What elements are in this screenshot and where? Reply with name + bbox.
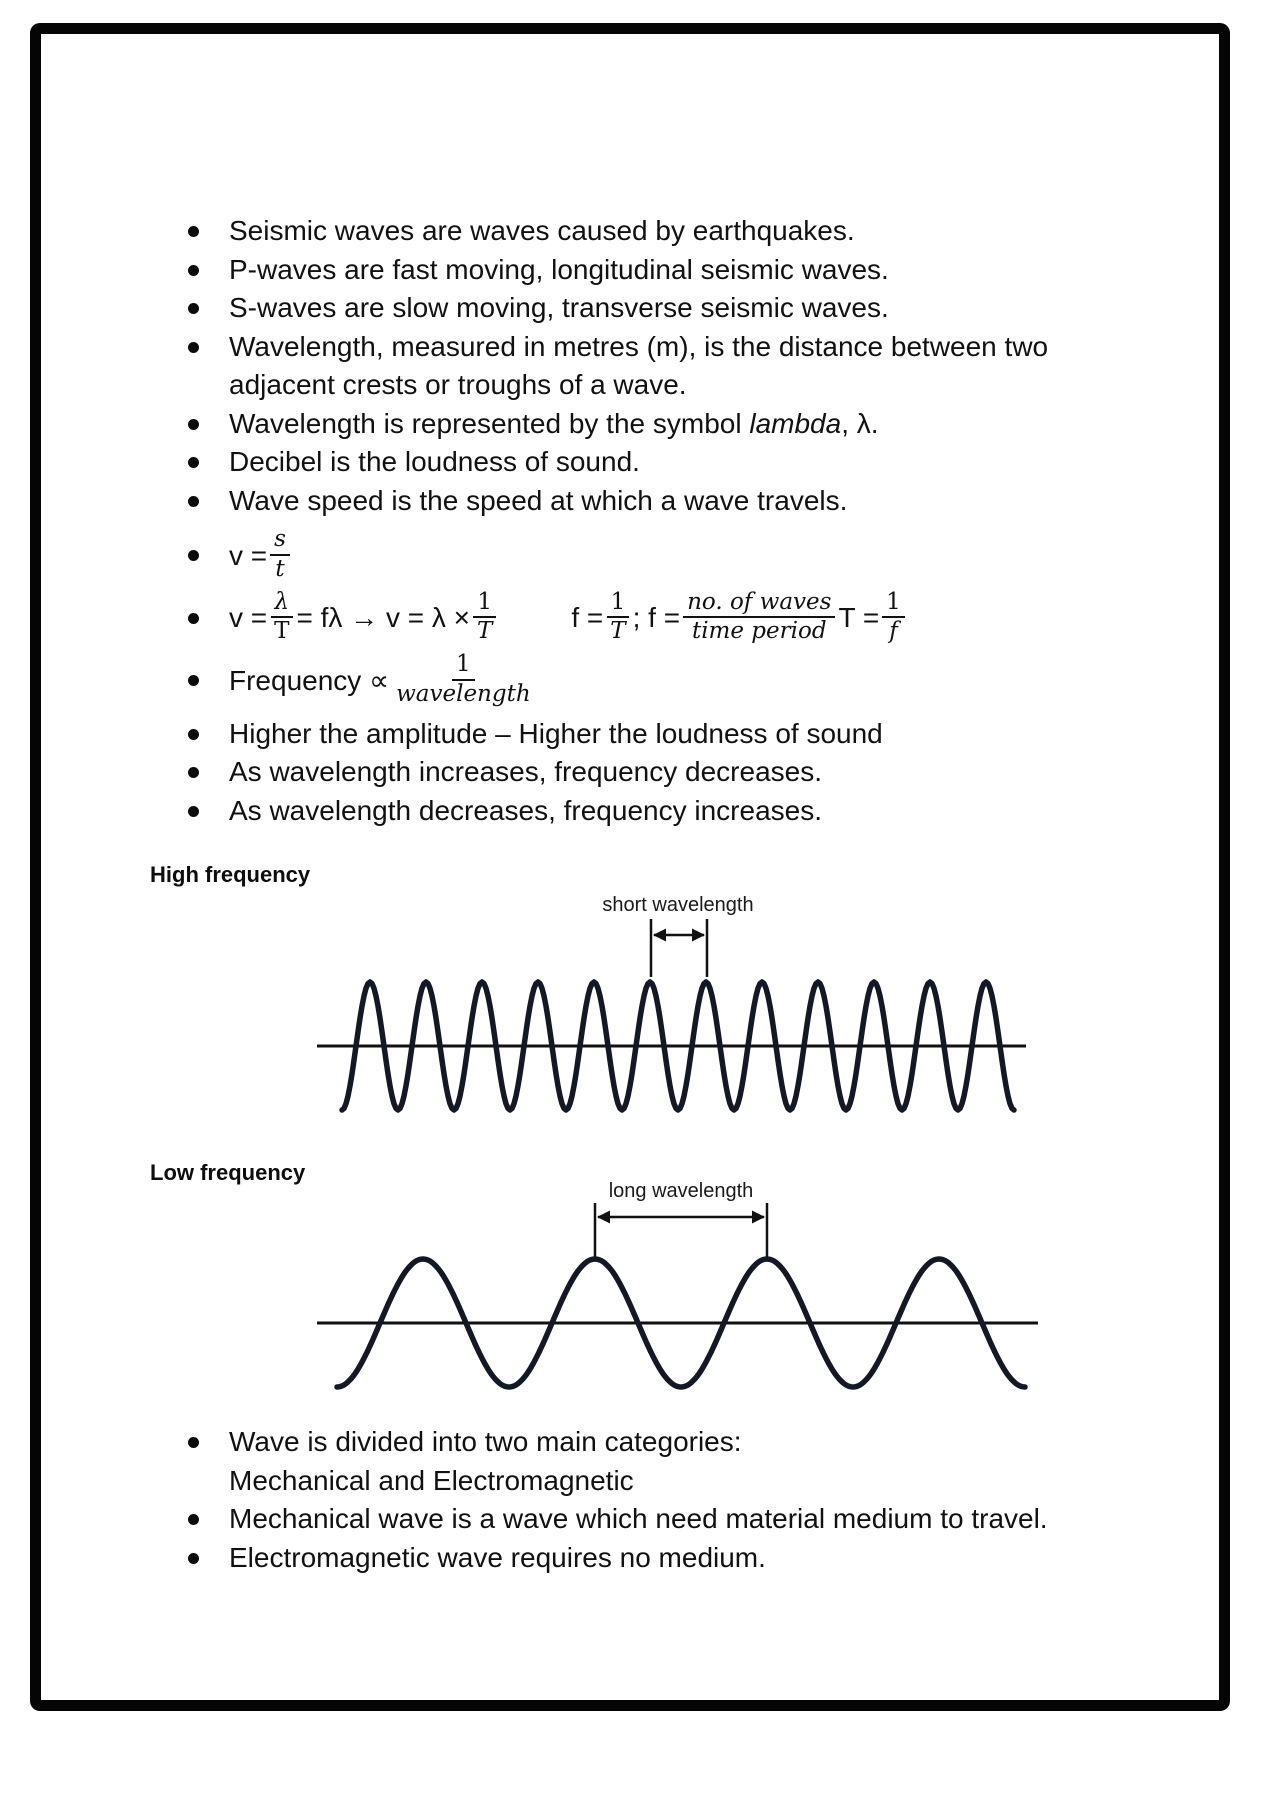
fraction <box>606 590 629 646</box>
bullet-item <box>188 793 1108 832</box>
text-segment: Wave speed is the speed at which a wave travels. <box>229 484 848 516</box>
bullet-marker <box>188 457 199 468</box>
fraction <box>473 590 496 646</box>
text-segment: v = <box>229 539 268 571</box>
fraction-denominator: wavelength <box>396 680 531 707</box>
line-content <box>229 716 883 752</box>
text-segment: As wavelength decreases, frequency increases. <box>229 794 822 826</box>
text-segment: Wave is divided into two main categories: <box>229 1426 742 1457</box>
bullet-marker <box>188 1437 199 1448</box>
text-segment: P-waves are fast moving, longitudinal seismic waves. <box>229 253 889 285</box>
bullet-marker <box>188 226 199 237</box>
line-content <box>229 290 889 326</box>
bullet-item <box>188 1424 1108 1463</box>
line-content <box>229 329 1048 365</box>
long-wavelength-annotation: long wavelength <box>608 1180 754 1202</box>
fraction <box>270 590 293 646</box>
line-content <box>229 1501 1048 1537</box>
line-content <box>229 588 908 647</box>
bullet-marker <box>188 729 199 740</box>
bullet-continuation-line <box>188 367 1108 406</box>
bullet-item <box>188 483 1108 522</box>
bullet-item <box>188 1501 1108 1540</box>
italic-text-segment: lambda <box>749 407 842 439</box>
fraction-numerator: 1 <box>882 590 905 619</box>
text-segment: As wavelength increases, frequency decreases. <box>229 756 822 787</box>
line-content <box>229 406 879 442</box>
text-segment: Seismic waves are waves caused by earthquakes. <box>229 215 855 246</box>
fraction-numerator: 1 <box>473 590 496 619</box>
fraction-denominator: t <box>275 555 285 582</box>
bullet-marker <box>188 342 199 353</box>
short-wavelength-annotation: short wavelength <box>602 894 754 916</box>
bullet-item <box>188 290 1108 329</box>
line-content <box>229 1463 634 1499</box>
bullet-marker <box>188 550 199 561</box>
bullet-marker <box>188 265 199 276</box>
bullet-item <box>188 716 1108 755</box>
bullet-marker <box>188 1553 199 1564</box>
text-segment: , λ. <box>841 407 879 439</box>
fraction-denominator: T <box>610 618 626 645</box>
bullet-marker <box>188 767 199 778</box>
line-content <box>229 252 889 288</box>
text-segment: T = <box>838 602 880 634</box>
bullet-item <box>188 1540 1108 1579</box>
text-segment: Frequency ∝ <box>229 664 390 696</box>
text-segment: Higher the amplitude – Higher the loudness of sound <box>229 717 883 749</box>
low-frequency-label: Low frequency <box>150 1160 306 1185</box>
bullet-marker <box>188 1514 199 1525</box>
fraction <box>683 590 835 646</box>
fraction <box>270 527 290 583</box>
bullet-marker <box>188 496 199 507</box>
text-segment: adjacent crests or troughs of a wave. <box>229 369 687 400</box>
bullet-item <box>188 252 1108 291</box>
bullet-item <box>188 329 1108 368</box>
bullet-continuation-line <box>188 1463 1108 1502</box>
bullet-item <box>188 406 1108 445</box>
text-segment: Mechanical wave is a wave which need material medium to travel. <box>229 1503 1048 1534</box>
bullet-marker <box>188 419 199 430</box>
fraction-denominator: T <box>274 618 290 645</box>
line-content <box>229 1424 742 1460</box>
bullet-marker <box>188 613 199 624</box>
fraction-denominator: f <box>889 618 898 645</box>
fraction <box>392 652 535 708</box>
line-content <box>229 653 538 709</box>
fraction-numerator: s <box>270 527 290 556</box>
text-segment: S-waves are slow moving, transverse seismic waves. <box>229 292 889 323</box>
text-segment: Electromagnetic wave requires no medium. <box>229 1541 766 1573</box>
high-frequency-label: High frequency <box>150 862 311 887</box>
notes-bullet-list-bottom <box>188 1424 1108 1578</box>
bullet-item <box>188 213 1108 252</box>
bullet-marker <box>188 303 199 314</box>
fraction-numerator: no. of waves <box>683 590 835 619</box>
fraction-numerator: λ <box>271 590 294 619</box>
fraction-denominator: T <box>477 618 493 645</box>
line-content <box>229 793 822 829</box>
bullet-marker <box>188 675 199 686</box>
fraction-denominator: time period <box>691 618 827 645</box>
text-segment: = fλ → v = λ × <box>296 602 470 634</box>
text-segment: Wavelength is represented by the symbol <box>229 407 750 439</box>
notes-bullet-list-top <box>188 213 1108 831</box>
spacer <box>499 618 571 619</box>
text-segment: v = <box>229 602 268 634</box>
bullet-item <box>188 588 1108 647</box>
bullet-item <box>188 444 1108 483</box>
line-content <box>229 367 687 403</box>
text-segment: f = <box>571 602 604 634</box>
text-segment: ; f = <box>632 602 681 634</box>
line-content <box>229 754 822 790</box>
bullet-marker <box>188 806 199 817</box>
fraction <box>882 590 905 646</box>
fraction-numerator: 1 <box>607 590 630 619</box>
line-content <box>229 528 293 584</box>
bullet-item <box>188 754 1108 793</box>
line-content <box>229 483 847 519</box>
bullet-item <box>188 528 1108 584</box>
line-content <box>229 444 640 480</box>
text-segment: Mechanical and Electromagnetic <box>229 1464 634 1496</box>
line-content <box>229 213 855 249</box>
text-segment: Decibel is the loudness of sound. <box>229 446 640 477</box>
bullet-item <box>188 653 1108 709</box>
text-segment: Wavelength, measured in metres (m), is the distance between two <box>229 330 1049 362</box>
line-content <box>229 1540 766 1576</box>
fraction-numerator: 1 <box>452 652 475 681</box>
